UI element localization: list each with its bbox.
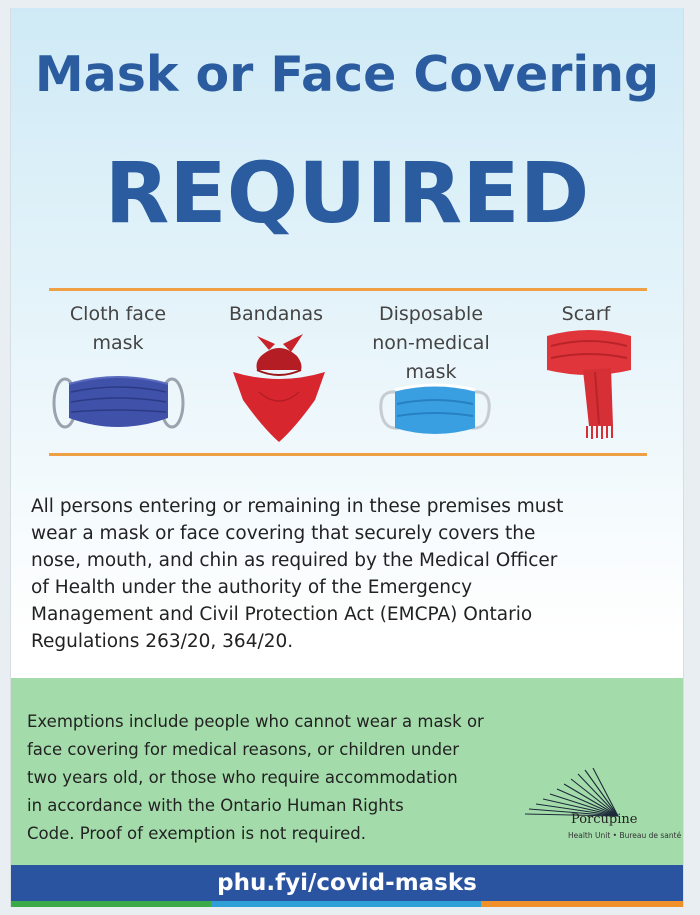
poster-title: Mask or Face Covering [34, 46, 660, 103]
bandana-icon [229, 330, 329, 445]
logo-subtitle: Health Unit • Bureau de santé [568, 831, 682, 840]
requirement-statement: All persons entering or remaining in these premises must wear a mask or face covering that securely covers the nose, mouth, and chin as required by the Medical Officer of Health under the authority of the Emergency Management and Civil Protection Act (EMCPA) Ontario Regulations 263/20, 364/20. [31, 496, 564, 652]
porcupine-quills-icon [523, 768, 633, 818]
footer-bar [11, 865, 683, 901]
mask-type-disposable [351, 300, 511, 387]
mask-type-cloth [43, 300, 193, 358]
exemption-text: Exemptions include people who cannot wear a mask or face covering for medical reasons, or children under two years old, or those who require accommodation in accordance with the Ontario Human Rights Code. Proof of exemption is not required. [27, 712, 484, 843]
mask-type-scarf [531, 300, 641, 329]
mask-type-label: Bandanas [228, 303, 323, 325]
mask-type-label: Cloth face mask [69, 303, 167, 354]
mask-type-label: Disposable non-medical mask [372, 303, 490, 383]
poster-headline: REQUIRED [104, 144, 590, 242]
footer-stripe-orange [481, 901, 683, 907]
scarf-icon [539, 326, 639, 444]
mask-type-bandana [211, 300, 341, 329]
covid-masks-link[interactable]: phu.fyi/covid-masks [217, 870, 477, 896]
footer-stripe-green [11, 901, 211, 907]
cloth-face-mask-icon [51, 368, 186, 438]
mask-poster [10, 8, 684, 907]
porcupine-health-unit-logo [523, 768, 682, 848]
divider-bottom [49, 453, 647, 456]
exemption-box [11, 678, 683, 866]
footer-stripe-blue [211, 901, 481, 907]
disposable-mask-icon [375, 380, 495, 442]
logo-name: Porcupine [571, 812, 638, 827]
divider-top [49, 288, 647, 291]
mask-type-label: Scarf [561, 303, 611, 325]
